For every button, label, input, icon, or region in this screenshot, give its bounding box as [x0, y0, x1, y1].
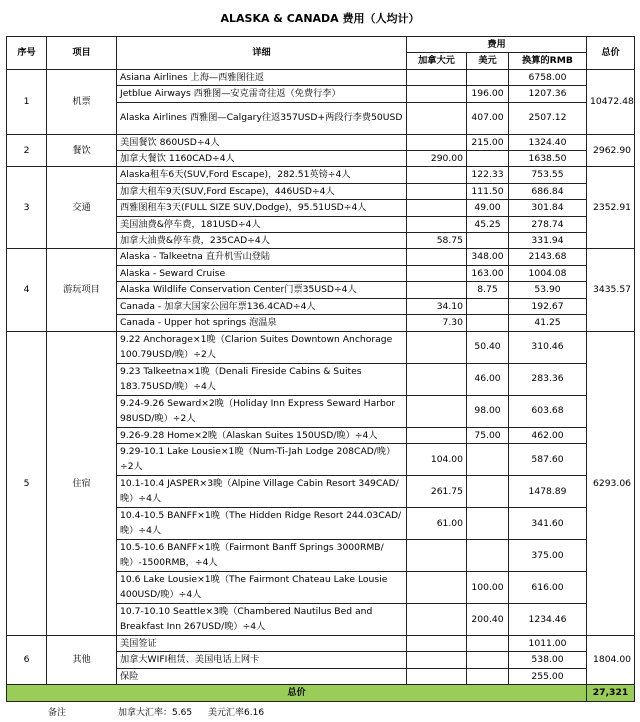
table-row — [7, 635, 635, 651]
item-cad — [407, 603, 467, 635]
item-rmb: 283.36 — [509, 363, 587, 395]
header-detail: 详细 — [117, 37, 407, 70]
group-category: 机票 — [47, 69, 117, 134]
item-detail: Alaska Wildlife Conservation Center门票35USD÷4人 — [117, 282, 407, 298]
group-index: 5 — [7, 331, 47, 635]
item-detail: 10.7-10.10 Seattle×3晚（Chambered Nautilus Bed and Breakfast Inn 267USD/晚）÷4人 — [117, 603, 407, 635]
item-rmb: 301.84 — [509, 200, 587, 216]
item-usd: 163.00 — [467, 265, 509, 281]
item-rmb: 1011.00 — [509, 635, 587, 651]
item-cad — [407, 183, 467, 199]
item-cad: 104.00 — [407, 443, 467, 475]
item-cad — [407, 331, 467, 363]
group-total: 3435.57 — [587, 249, 635, 331]
item-detail: 西雅图租车3天(FULL SIZE SUV,Dodge)，95.51USD÷4人 — [117, 200, 407, 216]
item-usd: 8.75 — [467, 282, 509, 298]
item-cad — [407, 200, 467, 216]
item-rmb: 1207.36 — [509, 86, 587, 102]
item-detail: Alaska租车6天(SUV,Ford Escape)，282.51英镑÷4人 — [117, 167, 407, 183]
item-usd: 46.00 — [467, 363, 509, 395]
grand-total-value: 27,321 — [587, 685, 635, 701]
item-rmb: 1234.46 — [509, 603, 587, 635]
header-index: 序号 — [7, 37, 47, 70]
item-cad — [407, 249, 467, 265]
item-usd — [467, 298, 509, 314]
item-usd — [467, 668, 509, 684]
item-usd: 407.00 — [467, 102, 509, 134]
item-cad — [407, 395, 467, 427]
item-usd — [467, 635, 509, 651]
header-cad: 加拿大元 — [407, 53, 467, 69]
item-usd: 75.00 — [467, 427, 509, 443]
item-usd — [467, 69, 509, 85]
item-rmb: 278.74 — [509, 216, 587, 232]
item-detail: 10.4-10.5 BANFF×1晚（The Hidden Ridge Resort 244.03CAD/晚）÷4人 — [117, 507, 407, 539]
item-usd — [467, 475, 509, 507]
item-detail: 加拿大餐饮 1160CAD÷4人 — [117, 151, 407, 167]
item-cad — [407, 216, 467, 232]
group-total: 2352.91 — [587, 167, 635, 249]
item-cad: 261.75 — [407, 475, 467, 507]
item-detail: 9.26-9.28 Home×2晚（Alaskan Suites 150USD/晚）÷4人 — [117, 427, 407, 443]
item-rmb: 41.25 — [509, 315, 587, 331]
item-rmb: 462.00 — [509, 427, 587, 443]
item-cad: 290.00 — [407, 151, 467, 167]
header-row — [7, 37, 635, 53]
header-total: 总价 — [587, 37, 635, 70]
item-detail: Alaska Airlines 西雅图—Calgary往返357USD+两段行李费50USD — [117, 102, 407, 134]
item-cad — [407, 69, 467, 85]
notes-usd-rate: 美元汇率6.16 — [208, 707, 265, 718]
item-cad — [407, 571, 467, 603]
notes-row — [6, 702, 634, 722]
item-rmb: 1004.08 — [509, 265, 587, 281]
group-index: 3 — [7, 167, 47, 249]
item-detail: 加拿大油费&停车费，235CAD÷4人 — [117, 233, 407, 249]
item-detail: Jetblue Airways 西雅图—安克雷奇往返（免费行李） — [117, 86, 407, 102]
group-total: 6293.06 — [587, 331, 635, 635]
item-cad — [407, 167, 467, 183]
item-cad: 7.30 — [407, 315, 467, 331]
group-index: 4 — [7, 249, 47, 331]
item-usd: 196.00 — [467, 86, 509, 102]
item-detail: 加拿大WIFI租赁、美国电话上网卡 — [117, 652, 407, 668]
expense-sheet — [6, 0, 634, 722]
item-detail: 美国油费&停车费，181USD÷4人 — [117, 216, 407, 232]
item-rmb: 2143.68 — [509, 249, 587, 265]
group-index: 6 — [7, 635, 47, 684]
item-usd — [467, 151, 509, 167]
item-usd: 100.00 — [467, 571, 509, 603]
item-rmb: 53.90 — [509, 282, 587, 298]
item-usd — [467, 233, 509, 249]
table-row — [7, 331, 635, 363]
item-usd: 200.40 — [467, 603, 509, 635]
item-rmb: 1638.50 — [509, 151, 587, 167]
item-cad — [407, 635, 467, 651]
item-rmb: 255.00 — [509, 668, 587, 684]
sheet-title: ALASKA & CANADA 费用（人均计） — [220, 12, 420, 25]
group-category: 住宿 — [47, 331, 117, 635]
table-row — [7, 69, 635, 85]
group-index: 1 — [7, 69, 47, 134]
item-detail: Canada - 加拿大国家公园年票136.4CAD÷4人 — [117, 298, 407, 314]
item-rmb: 753.55 — [509, 167, 587, 183]
item-detail: 9.29-10.1 Lake Lousie×1晚（Num-Ti-Jah Lodge 208CAD/晚）÷2人 — [117, 443, 407, 475]
group-total: 10472.48 — [587, 69, 635, 134]
grand-total-label: 总价 — [7, 685, 587, 701]
item-cad: 61.00 — [407, 507, 467, 539]
notes-label: 备注 — [48, 707, 67, 718]
item-detail: 美国餐饮 860USD÷4人 — [117, 134, 407, 150]
item-rmb: 603.68 — [509, 395, 587, 427]
item-usd — [467, 315, 509, 331]
item-detail: 美国签证 — [117, 635, 407, 651]
item-rmb: 310.46 — [509, 331, 587, 363]
item-detail: Asiana Airlines 上海—西雅图往返 — [117, 69, 407, 85]
item-detail: 9.23 Talkeetna×1晚（Denali Fireside Cabins & Suites 183.75USD/晚）÷4人 — [117, 363, 407, 395]
group-category: 交通 — [47, 167, 117, 249]
item-detail: 10.1-10.4 JASPER×3晚（Alpine Village Cabin Resort 349CAD/晚）÷4人 — [117, 475, 407, 507]
item-usd: 50.40 — [467, 331, 509, 363]
group-category: 游玩项目 — [47, 249, 117, 331]
item-usd: 49.00 — [467, 200, 509, 216]
item-rmb: 1324.40 — [509, 134, 587, 150]
item-rmb: 375.00 — [509, 539, 587, 571]
item-usd: 215.00 — [467, 134, 509, 150]
group-total: 1804.00 — [587, 635, 635, 684]
header-cost-group: 费用 — [407, 37, 587, 53]
item-usd — [467, 539, 509, 571]
header-rmb: 换算的RMB — [509, 53, 587, 69]
item-usd: 111.50 — [467, 183, 509, 199]
item-detail: Alaska - Talkeetna 直升机雪山登陆 — [117, 249, 407, 265]
item-detail: 加拿大租车9天(SUV,Ford Escape)，446USD÷4人 — [117, 183, 407, 199]
item-rmb: 192.67 — [509, 298, 587, 314]
item-rmb: 587.60 — [509, 443, 587, 475]
item-cad — [407, 363, 467, 395]
table-row — [7, 249, 635, 265]
item-detail: 9.22 Anchorage×1晚（Clarion Suites Downtown Anchorage 100.79USD/晚）÷2人 — [117, 331, 407, 363]
expense-table — [6, 36, 635, 702]
notes-cad-rate: 加拿大汇率：5.65 — [118, 707, 193, 718]
item-cad: 34.10 — [407, 298, 467, 314]
item-rmb: 616.00 — [509, 571, 587, 603]
item-cad — [407, 102, 467, 134]
table-row — [7, 167, 635, 183]
item-usd — [467, 652, 509, 668]
header-category: 项目 — [47, 37, 117, 70]
group-category: 餐饮 — [47, 134, 117, 167]
grand-total-row — [7, 685, 635, 701]
table-row — [7, 134, 635, 150]
group-total: 2962.90 — [587, 134, 635, 167]
item-usd: 98.00 — [467, 395, 509, 427]
item-cad — [407, 539, 467, 571]
group-index: 2 — [7, 134, 47, 167]
item-cad — [407, 134, 467, 150]
item-cad — [407, 427, 467, 443]
header-usd: 美元 — [467, 53, 509, 69]
item-usd — [467, 443, 509, 475]
item-usd: 122.33 — [467, 167, 509, 183]
item-detail: Alaska - Seward Cruise — [117, 265, 407, 281]
item-cad — [407, 86, 467, 102]
item-detail: 10.6 Lake Lousie×1晚（The Fairmont Chateau Lake Lousie 400USD/晚）÷4人 — [117, 571, 407, 603]
item-detail: Canada - Upper hot springs 泡温泉 — [117, 315, 407, 331]
group-category: 其他 — [47, 635, 117, 684]
item-cad — [407, 652, 467, 668]
item-rmb: 1478.89 — [509, 475, 587, 507]
item-cad — [407, 282, 467, 298]
item-rmb: 538.00 — [509, 652, 587, 668]
item-rmb: 331.94 — [509, 233, 587, 249]
item-cad: 58.75 — [407, 233, 467, 249]
item-cad — [407, 265, 467, 281]
item-rmb: 2507.12 — [509, 102, 587, 134]
item-rmb: 6758.00 — [509, 69, 587, 85]
item-rmb: 686.84 — [509, 183, 587, 199]
item-usd: 348.00 — [467, 249, 509, 265]
item-detail: 9.24-9.26 Seward×2晚（Holiday Inn Express Seward Harbor 98USD/晚）÷2人 — [117, 395, 407, 427]
item-detail: 10.5-10.6 BANFF×1晚（Fairmont Banff Springs 3000RMB/晚）-1500RMB，÷4人 — [117, 539, 407, 571]
item-usd — [467, 507, 509, 539]
item-rmb: 341.60 — [509, 507, 587, 539]
item-detail: 保险 — [117, 668, 407, 684]
item-cad — [407, 668, 467, 684]
item-usd: 45.25 — [467, 216, 509, 232]
